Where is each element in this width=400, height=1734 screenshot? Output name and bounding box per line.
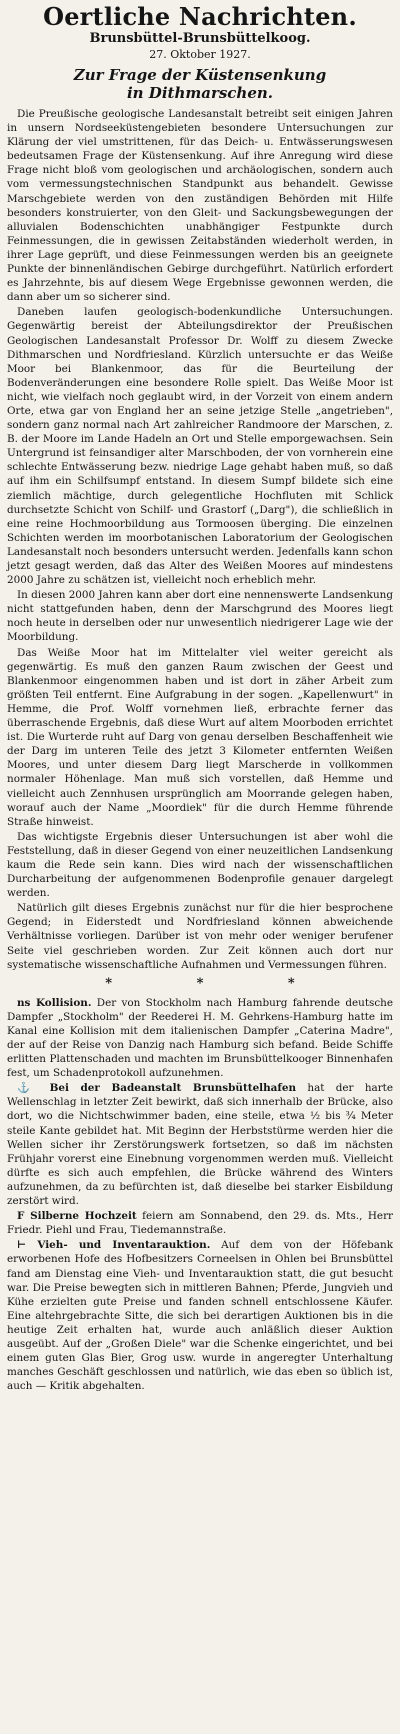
article-paragraph: Die Preußische geologische Landesanstalt betreibt seit einigen Jahren in unsern Nordseeküstengebieten besondere Untersuchungen zur Klärung der viel umstrittenen, für das Deich- u. Entwässerungswesen bedeutsamen Frage der Küstensenkung. Auf ihre Anregung wird diese Frage nicht bloß vom geologischen und archäologischen, sondern auch vom vermessungstechnischen Standpunkt aus behandelt. Gewisse Marschgebiete werden von den zuständigen Behörden mit Hilfe besonders konstruierter, von den Gleit- und Sackungsbewegungen der alluvialen Bodenschichten unabhängiger Festpunkte durch Feinmessungen, die in gewissen Zeitabständen wiederholt werden, in ihrer Lage geprüft, und diese Feinmessungen werden bis an geeignete Punkte der binnenländischen Gebirge durchgeführt. Natürlich erfordert es Jahrzehnte, bis auf diesem Wege Ergebnisse gewonnen werden, die dann aber um so sicherer sind. <box>7 108 393 304</box>
news-item-text: feiern am Sonnabend, den 29. ds. Mts., Herr Friedr. Piehl und Frau, Tiedemannstraße. <box>7 1210 394 1237</box>
section-separator: * * * <box>105 975 335 991</box>
issue-date: 27. Oktober 1927. <box>149 48 251 61</box>
news-item <box>7 1081 393 1208</box>
article-paragraph: Das wichtigste Ergebnis dieser Untersuchungen ist aber wohl die Feststellung, daß in dieser Gegend von einer neuzeitlichen Landsenkung kaum die Rede sein kann. Dies wird nach der wissenschaftlichen Durcharbeitung der aufgenommenen Bodenprofile genauer dargelegt werden. <box>7 830 393 900</box>
news-item-lead: ⚓ Bei der Badeanstalt Brunsbüttelhafen <box>17 1082 297 1095</box>
news-item-lead: ⊢ Vieh- und Inventarauktion. <box>17 1239 211 1252</box>
news-item <box>7 1209 393 1237</box>
headline-line-1: Zur Frage der Küstensenkung <box>73 66 327 84</box>
headline-line-2: in Dithmarschen. <box>126 84 273 102</box>
local-news <box>7 996 393 1394</box>
news-item-text: hat der harte Wellenschlag in letzter Zeit bewirkt, daß sich innerhalb der Brücke, also dort, wo die Nichtschwimmer baden, eine steile, etwa ½ bis ¾ Meter steile Kante gebildet hat. Mit Beginn der Herbststürme werden hier die Wellen sicher ihr Zerstörungswerk fortsetzen, so daß im nächsten Frühjahr vorerst eine Einebnung vorgenommen werden muß. Vielleicht dürfte es sich auch empfehlen, die Brücke während des Winters aufzunehmen, da zu befürchten ist, daß dieselbe bei starker Eisbildung zerstört wird. <box>7 1082 393 1208</box>
news-item-text: Der von Stockholm nach Hamburg fahrende deutsche Dampfer „Stockholm" der Reederei H. M. Gehrkens-Hamburg hatte im Kanal eine Kollision mit dem italienischen Dampfer „Caterina Madre", der auf der Reise von Danzig nach Hamburg sich befand. Beide Schiffe erlitten Plattenschaden und machten im Brunsbüttelkooger Binnenhafen fest, um Schadenprotokoll aufzunehmen. <box>7 996 393 1080</box>
section-title: Oertliche Nachrichten. <box>43 2 357 31</box>
article-headline <box>7 66 393 102</box>
article-paragraph: Daneben laufen geologisch-bodenkundliche Untersuchungen. Gegenwärtig bereist der Abteilungsdirektor der Preußischen Geologischen Landesanstalt Professor Dr. Wolff zu diesem Zwecke Dithmarschen und Nordfriesland. Kürzlich untersuchte er das Weiße Moor bei Blankenmoor, das für die Beurteilung der Bodenveränderungen eine besondere Rolle spielt. Das Weiße Moor ist nicht, wie vielfach noch geglaubt wird, in der Vorzeit von einem andern Orte, etwa gar von England her an seine jetzige Stelle „angetrieben", sondern ganz normal nach Art zahlreicher Randmoore der Marschen, z. B. der Moore im Lande Hadeln an Ort und Stelle emporgewachsen. Sein Untergrund ist feinsandiger alter Marschboden, der von vornherein eine schlechte Entwässerung bezw. niedrige Lage gehabt haben muß, so daß auf ihm ein Schilfsumpf entstand. In diesem Sumpf bildete sich eine ziemlich mächtige, durch gelegentliche Hochfluten mit Schlick durchsetzte Schicht von Schilf- und Grastorf („Darg"), die schließlich in eine reine Hochmoorbildung aus Tormoosen überging. Die einzelnen Schichten werden im moorbotanischen Laboratorium der Geologischen Landesanstalt noch besonders untersucht werden. Jedenfalls kann schon jetzt gesagt werden, daß das Alter des Weißen Moores auf mindestens 2000 Jahre zu schätzen ist, vielleicht noch erheblich mehr. <box>7 306 393 587</box>
news-item-text: Auf dem von der Höfebank erworbenen Hofe des Hofbesitzers Corneelsen in Ohlen bei Brunsbüttel fand am Dienstag eine Vieh- und Inventarauktion statt, die gut besucht war. Die Preise bewegten sich in mittleren Bahnen; Pferde, Jungvieh und Kühe erzielten gute Preise und fanden schnell entschlossene Käufer. Eine altehrgebrachte Sitte, die sich bei derartigen Auktionen bis in die heutige Zeit erhalten hat, wurde auch anläßlich dieser Auktion ausgeübt. Auf der „Großen Diele" war die Schenke eingerichtet, und bei einem guten Glas Bier, Grog usw. wurde in angeregter Unterhaltung manches Geschäft geschlossen und natürlich, wie das eben so üblich ist, auch — Kritik abgehalten. <box>7 1239 393 1393</box>
newspaper-page <box>7 0 393 1393</box>
masthead <box>7 4 393 62</box>
news-item-lead: ns Kollision. <box>17 996 92 1009</box>
news-item <box>7 1238 393 1393</box>
news-item-lead: F Silberne Hochzeit <box>17 1210 137 1223</box>
article-body <box>7 107 393 972</box>
article-paragraph: Das Weiße Moor hat im Mittelalter viel weiter gereicht als gegenwärtig. Es muß den ganzen Raum zwischen der Geest und Blankenmoor eingenommen haben und ist dort in zäher Arbeit zum größten Teil entfernt. Eine Aufgrabung in der sogen. „Kapellenwurt" in Hemme, die Prof. Wolff vornehmen ließ, erbrachte ferner das überraschende Ergebnis, daß diese Wurt auf altem Moorboden errichtet ist. Die Wurterde ruht auf Darg von genau derselben Beschaffenheit wie der Darg im unteren Teile des jetzt 3 Kilometer entfernten Weißen Moores, und unter diesem Darg liegt Marscherde in vollkommen normaler Höhenlage. Man muß sich vorstellen, daß Hemme und vielleicht auch Zennhusen ursprünglich am Moorrande gelegen haben, worauf auch der Name „Moordiek" für die durch Hemme führende Straße hinweist. <box>7 646 393 828</box>
section-subtitle: Brunsbüttel-Brunsbüttelkoog. <box>89 31 311 46</box>
news-item <box>7 996 393 1081</box>
article-paragraph: Natürlich gilt dieses Ergebnis zunächst nur für die hier besprochene Gegend; in Eiderstedt und Nordfriesland können abweichende Verhältnisse vorliegen. Darüber ist von mehr oder weniger berufener Seite viel geschrieben worden. Zur Zeit können auch dort nur systematische wissenschaftliche Aufnahmen und Vermessungen führen. <box>7 902 393 971</box>
article-paragraph: In diesen 2000 Jahren kann aber dort eine nennenswerte Landsenkung nicht stattgefunden haben, denn der Marschgrund des Moores liegt noch heute in derselben oder nur unwesentlich niedrigerer Lage wie der Moorbildung. <box>7 589 394 644</box>
